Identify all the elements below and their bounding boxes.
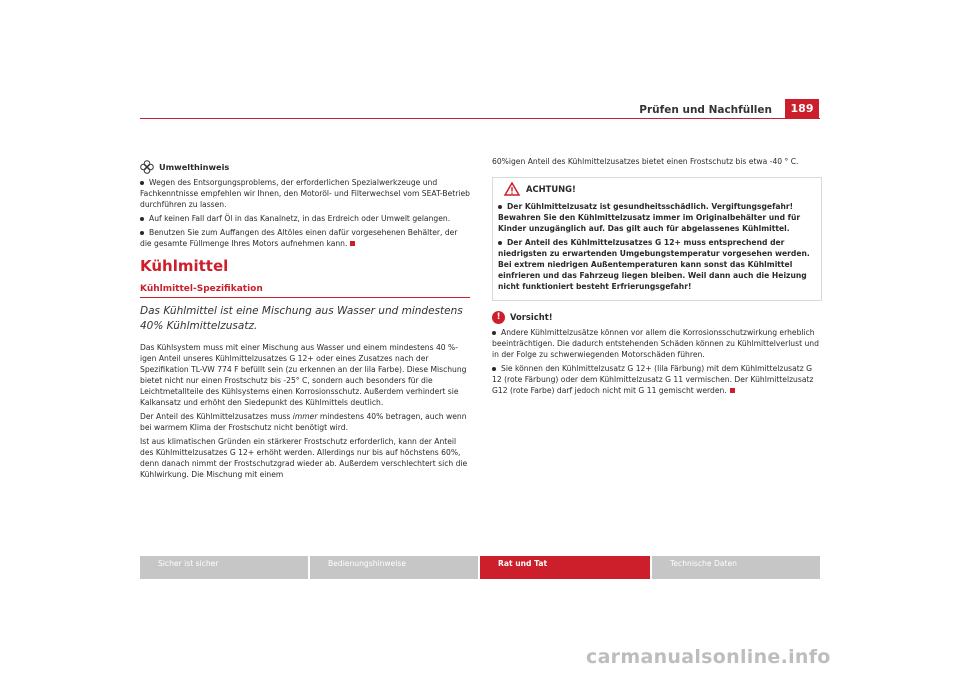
environment-note-heading [140,160,470,174]
right-column [492,156,822,399]
watermark: carmanualsonline.info [586,646,831,668]
caution-title: Vorsicht! [510,312,553,322]
bullet-icon [498,205,502,209]
footer-tab-operation[interactable]: Bedienungshinweise [310,556,478,579]
environment-note-item: Auf keinen Fall darf Öl in das Kanalnetz, in das Erdreich oder Umwelt gelangen. [140,213,470,224]
bullet-icon [498,241,502,245]
caution-exclamation-icon: ! [492,311,505,324]
body-paragraph-continued: 60%igen Anteil des Kühlmittelzusatzes bietet einen Frostschutz bis etwa -40 ° C. [492,157,799,166]
warning-title: ACHTUNG! [526,183,576,194]
environment-note-item: Wegen des Entsorgungsproblems, der erforderlichen Spezialwerkzeuge und Fachkenntnisse empfehlen wir Ihnen, den Motoröl- und Filterwechsel vom SEAT-Betrieb durchführen zu lassen. [140,178,470,209]
bullet-icon [492,331,496,335]
environment-note-title: Umwelthinweis [159,161,230,172]
footer-tab-technical-data[interactable]: Technische Daten [652,556,820,579]
header-rule [140,118,820,119]
caution-item: Sie können den Kühlmittelzusatz G 12+ (lila Färbung) mit dem Kühlmittelzusatz G 12 (rote Färbung) oder dem Kühlmittelzusatz G 11 vermischen. Der Kühlmittelzusatz G12 (rote Farbe) darf jedoch nicht mit G 11 gemischt werden. [492,364,814,395]
warning-item: Der Anteil des Kühlmittelzusatzes G 12+ muss entsprechend der niedrigsten zu erwartenden Umgebungstemperatur vorgesehen werden. Bei extrem niedrigen Außentemperaturen kann sonst das Kühlmittel einfrieren und das Fahrzeug liegen bleiben. Weil dann auch die Heizung nicht funktioniert besteht Erfrierungsgefahr! [498,238,810,291]
warning-item: Der Kühlmittelzusatz ist gesundheitsschädlich. Vergiftungsgefahr! Bewahren Sie den Kühlmittelzusatz immer im Originalbehälter und für Kinder unzugänglich auf. Das gilt auch für abgelassenes Kühlmittel. [498,202,801,233]
warning-box [492,177,822,301]
running-header-title: Prüfen und Nachfüllen [639,104,772,116]
subsection-title: Kühlmittel-Spezifikation [140,284,470,298]
left-column [140,160,470,483]
warning-triangle-icon [504,182,520,196]
page-number-badge: 189 [785,99,819,119]
section-title: Kühlmittel [140,257,229,275]
end-square-icon [350,241,355,246]
caution-item: Andere Kühlmittelzusätze können vor allem die Korrosionsschutzwirkung erheblich beeinträchtigen. Die dadurch entstehenden Schäden können zu Kühlmittelverlust und in der Folge zu schwerwiegenden Motorschäden führen. [492,328,819,359]
body-paragraph: Das Kühlsystem muss mit einer Mischung aus Wasser und einem mindestens 40 %-igen Anteil unseres Kühlmittelzusatzes G 12+ oder eines Zusatzes nach der Spezifikation TL-VW 774 F befüllt sein (zu erkennen an der lila Farbe). Diese Mischung bietet nicht nur einen Frostschutz bis -25° C, sondern auch besonders für die Leichtmetallteile des Kühlsystems einen Korrosionsschutz. Außerdem verhindert sie Kalkansatz und erhöht den Siedepunkt des Kühlmittels deutlich. [140,343,467,407]
bullet-icon [140,181,144,185]
environment-note-item: Benutzen Sie zum Auffangen des Altöles einen dafür vorgesehenen Behälter, der die gesamte Füllmenge Ihres Motors aufnehmen kann. [140,228,458,248]
caution-heading [492,311,822,324]
body-paragraph: Der Anteil des Kühlmittelzusatzes muss immer mindestens 40% betragen, auch wenn bei warmem Klima der Frostschutz nicht benötigt wird. [140,412,467,432]
bullet-icon [140,217,144,221]
flower-icon [140,160,154,174]
lead-text: Das Kühlmittel ist eine Mischung aus Wasser und mindestens 40% Kühlmittelzusatz. [140,305,463,332]
bullet-icon [492,367,496,371]
footer-tab-advice[interactable]: Rat und Tat [480,556,650,579]
bullet-icon [140,231,144,235]
warning-heading [498,182,816,196]
body-paragraph: Ist aus klimatischen Gründen ein stärkerer Frostschutz erforderlich, kann der Anteil des Kühlmittelzusatzes G 12+ erhöht werden. Allerdings nur bis auf höchstens 60%, denn danach nimmt der Frostschutzgrad wieder ab. Außerdem verschlechtert sich die Kühlwirkung. Die Mischung mit einem [140,437,468,479]
footer-tab-safety[interactable]: Sicher ist sicher [140,556,308,579]
end-square-icon [730,388,735,393]
